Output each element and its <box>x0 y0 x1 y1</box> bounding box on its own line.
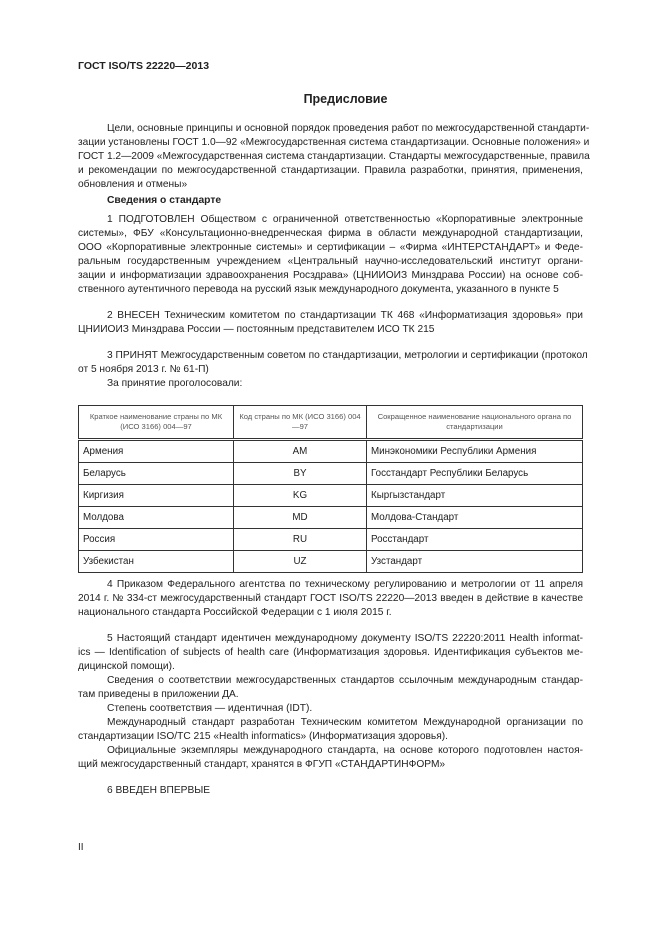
paragraph <box>78 122 590 192</box>
table-row <box>79 463 583 485</box>
text-line: 5 Настоящий стандарт идентичен международному документу ISO/TS 22220:2011 Health informat- <box>107 633 583 644</box>
table-row <box>79 507 583 529</box>
standards-body: Кыргызстандарт <box>367 485 583 507</box>
text-line: Международный стандарт разработан Техническим комитетом Международной организации по <box>107 717 583 728</box>
country-name: Киргизия <box>79 485 234 507</box>
text-line: 4 Приказом Федерального агентства по техническому регулированию и метрологии от 11 апреля <box>107 579 583 590</box>
paragraph <box>78 578 583 620</box>
standards-body: Госстандарт Республики Беларусь <box>367 463 583 485</box>
page-number: II <box>78 842 84 853</box>
text-line: 2014 г. № 334-ст межгосударственный стандарт ГОСТ ISO/TS 22220—2013 введен в действие в качестве <box>78 593 583 604</box>
text-line: и рекомендации по межгосударственной стандартизации. Правила разработки, принятия, применения, <box>78 165 583 176</box>
text-line: ics — Identification of subjects of health care (Информатизация здоровья. Идентификация субъектов ме- <box>78 647 583 658</box>
text-line: Степень соответствия — идентичная (IDT). <box>107 703 313 714</box>
column-header: Сокращенное наименование национального органа по стандартизации <box>367 406 583 440</box>
text-line: дицинской помощи). <box>78 661 175 672</box>
country-code: BY <box>234 463 367 485</box>
standards-body: Узстандарт <box>367 551 583 573</box>
table-row <box>79 551 583 573</box>
text-line: зации установлены ГОСТ 1.0—92 «Межгосударственная система стандартизации. Основные положения» и <box>78 137 590 148</box>
paragraph <box>78 309 583 337</box>
country-name: Россия <box>79 529 234 551</box>
text-line: 1 ПОДГОТОВЛЕН Обществом с ограниченной ответственностью «Корпоративные электронные <box>107 214 583 225</box>
table-row <box>79 485 583 507</box>
voting-countries-table <box>78 405 583 573</box>
text-line: щий межгосударственный стандарт, хранятся в ФГУП «СТАНДАРТИНФОРМ» <box>78 759 446 770</box>
table-row <box>79 440 583 463</box>
country-code: UZ <box>234 551 367 573</box>
paragraph <box>78 674 583 702</box>
standards-body: Молдова-Стандарт <box>367 507 583 529</box>
text-line: 2 ВНЕСЕН Техническим комитетом по стандартизации ТК 468 «Информатизация здоровья» при <box>107 310 583 321</box>
country-name: Узбекистан <box>79 551 234 573</box>
standards-body: Росстандарт <box>367 529 583 551</box>
text-line: зации и информатизации здравоохранения Росздрава» (ЦНИИОИЗ Минздрава России) на основе соб- <box>78 270 583 281</box>
country-name: Беларусь <box>79 463 234 485</box>
country-code: MD <box>234 507 367 529</box>
text-line: 3 ПРИНЯТ Межгосударственным советом по стандартизации, метрологии и сертификации (протокол <box>107 350 588 361</box>
country-name: Молдова <box>79 507 234 529</box>
text-line: Цели, основные принципы и основной порядок проведения работ по межгосударственной стандарти- <box>107 123 590 134</box>
column-header: Краткое наименование страны по МК (ИСО 3166) 004—97 <box>79 406 234 440</box>
text-line: национального стандарта Российской Федерации с 1 июля 2015 г. <box>78 607 392 618</box>
paragraph <box>78 377 583 391</box>
text-line: ООО «Корпоративные электронные системы» и сертификации – «Фирма «ИНТЕРСТАНДАРТ» и Феде- <box>78 242 583 253</box>
table-row <box>79 529 583 551</box>
page-title: Предисловие <box>303 92 388 106</box>
text-line: ральным государственным учреждением «Центральный научно-исследовательский институт органи- <box>78 256 583 267</box>
text-line: там приведены в приложении ДА. <box>78 689 239 700</box>
text-line: от 5 ноября 2013 г. № 61-П) <box>78 364 209 375</box>
text-line: Официальные экземпляры международного стандарта, на основе которого подготовлен настоя- <box>107 745 583 756</box>
text-line: системы», ФБУ «Консультационно-внедренческая фирма в области международной стандартизации, <box>78 228 583 239</box>
paragraph <box>78 716 583 744</box>
country-code: KG <box>234 485 367 507</box>
text-line: ственного аутентичного перевода на русский язык международного документа, указанного в пункте 5 <box>78 284 559 295</box>
text-line: 6 ВВЕДЕН ВПЕРВЫЕ <box>107 785 211 796</box>
paragraph <box>78 702 583 716</box>
paragraph <box>78 784 583 798</box>
text-line: ЦНИИОИЗ Минздрава России — постоянным представителем ИСО ТК 215 <box>78 324 435 335</box>
text-line: обновления и отмены» <box>78 179 188 190</box>
paragraph <box>78 213 583 297</box>
paragraph <box>78 632 583 674</box>
paragraph <box>78 349 588 377</box>
text-line: Сведения о соответствии межгосударственных стандартов ссылочным международным стандар- <box>107 675 583 686</box>
table-header-row <box>79 406 583 440</box>
column-header: Код страны по МК (ИСО 3166) 004—97 <box>234 406 367 440</box>
country-code: RU <box>234 529 367 551</box>
standards-body: Минэкономики Республики Армения <box>367 440 583 463</box>
section-heading: Сведения о стандарте <box>107 195 222 206</box>
text-line: За принятие проголосовали: <box>107 378 243 389</box>
document-header: ГОСТ ISO/TS 22220—2013 <box>78 60 210 72</box>
country-name: Армения <box>79 440 234 463</box>
country-code: AM <box>234 440 367 463</box>
text-line: ГОСТ 1.2—2009 «Межгосударственная система стандартизации. Стандарты межгосударственные, правила <box>78 151 590 162</box>
text-line: стандартизации ISO/TC 215 «Health informatics» (Информатизация здоровья). <box>78 731 448 742</box>
paragraph <box>78 744 583 772</box>
